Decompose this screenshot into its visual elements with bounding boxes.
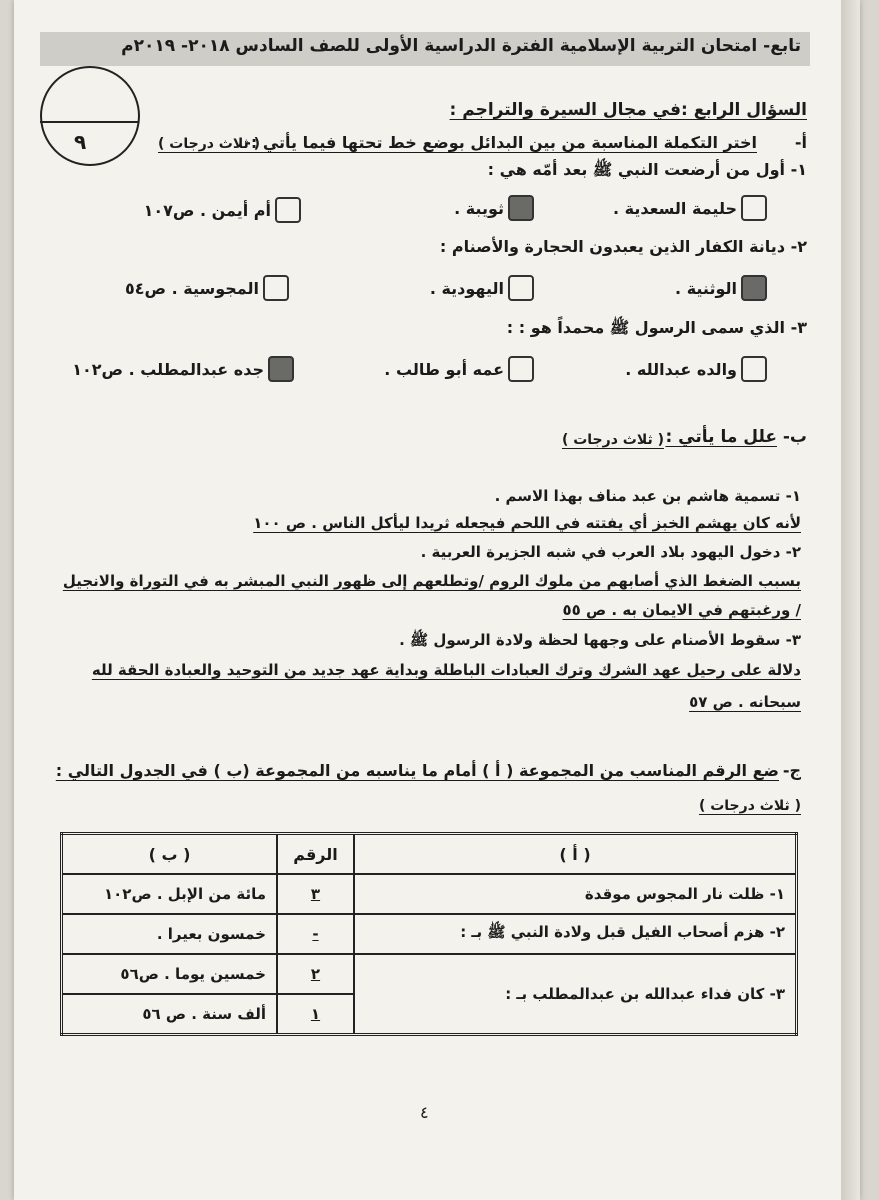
table-row bbox=[62, 954, 797, 994]
part-b-q1: ١- تسمية هاشم بن عبد مناف بهذا الاسم . bbox=[494, 487, 801, 505]
part-a-instruction: اختر التكملة المناسبة من بين البدائل بوضع خط تحتها فيما يأتي :- bbox=[244, 133, 757, 152]
row-a-text: ١- ظلت نار المجوس موقدة bbox=[354, 874, 797, 914]
row-number: - bbox=[277, 914, 354, 954]
page-number: ٤ bbox=[420, 1103, 429, 1122]
part-a-label: أ- bbox=[794, 133, 807, 152]
part-a-q3: ٣- الذي سمى الرسول ﷺ محمداً هو : : bbox=[506, 318, 807, 337]
checkbox-marked bbox=[508, 195, 534, 221]
part-b-a2-line1: بسبب الضغط الذي أصابهم من ملوك الروم /وتطلعهم إلى ظهور النبي المبشر به في التوراة والانجيل bbox=[62, 572, 801, 590]
grade-divider bbox=[40, 121, 139, 123]
row-number: ١ bbox=[277, 994, 354, 1035]
part-b-a2-line2: / ورغبتهم في الايمان به . ص ٥٥ bbox=[562, 601, 801, 619]
q3-option-1: والده عبدالله . bbox=[625, 356, 767, 382]
part-b-a1: لأنه كان يهشم الخبز أي يفتته في اللحم فيجعله ثريدا ليأكل الناس . ص ١٠٠ bbox=[253, 514, 801, 532]
row-b-text: مائة من الإبل . ص١٠٢ bbox=[62, 874, 278, 914]
grade-value: ٩ bbox=[74, 130, 87, 154]
part-a-q2: ٢- ديانة الكفار الذين يعبدون الحجارة والأصنام : bbox=[439, 237, 807, 256]
table-row bbox=[62, 874, 797, 914]
part-c-label: ج- bbox=[782, 761, 801, 780]
header-group-a: ( أ ) bbox=[354, 834, 797, 875]
checkbox bbox=[741, 195, 767, 221]
checkbox-marked bbox=[741, 275, 767, 301]
part-b-q2: ٢- دخول اليهود بلاد العرب في شبه الجزيرة العربية . bbox=[420, 543, 801, 561]
checkbox bbox=[508, 275, 534, 301]
q1-option-3: أم أيمن . ص١٠٧ bbox=[144, 197, 301, 223]
row-b-text: خمسين يوما . ص٥٦ bbox=[62, 954, 278, 994]
q3-option-3: جده عبدالمطلب . ص١٠٢ bbox=[72, 356, 294, 382]
q1-option-2: ثويبة . bbox=[454, 195, 534, 221]
checkbox bbox=[741, 356, 767, 382]
checkbox-marked bbox=[268, 356, 294, 382]
part-b-q3: ٣- سقوط الأصنام على وجهها لحظة ولادة الرسول ﷺ . bbox=[399, 631, 801, 649]
part-c-instruction: ضع الرقم المناسب من المجموعة ( أ ) أمام ما يناسبه من المجموعة (ب ) في الجدول التالي : bbox=[55, 761, 779, 780]
checkbox bbox=[275, 197, 301, 223]
header-group-b: ( ب ) bbox=[62, 834, 278, 875]
grade-circle bbox=[40, 66, 140, 166]
matching-table bbox=[60, 832, 798, 1036]
q2-option-3: المجوسية . ص٥٤ bbox=[125, 275, 289, 301]
row-a-text: ٣- كان فداء عبدالله بن عبدالمطلب بـ : bbox=[354, 954, 797, 1035]
row-a-text: ٢- هزم أصحاب الفيل قبل ولادة النبي ﷺ بـ : bbox=[354, 914, 797, 954]
q1-option-1: حليمة السعدية . bbox=[613, 195, 767, 221]
checkbox bbox=[508, 356, 534, 382]
page-edge-shadow bbox=[841, 0, 860, 1200]
part-a-q1: ١- أول من أرضعت النبي ﷺ بعد أمّه هي : bbox=[487, 160, 807, 179]
row-number: ٣ bbox=[277, 874, 354, 914]
row-b-text: ألف سنة . ص ٥٦ bbox=[62, 994, 278, 1035]
part-b-title: علل ما يأتي : bbox=[665, 427, 777, 447]
q2-option-2: اليهودية . bbox=[430, 275, 534, 301]
part-b-label: ب- bbox=[782, 427, 807, 447]
part-b-marks: ( ثلاث درجات ) bbox=[561, 432, 664, 448]
row-number: ٢ bbox=[277, 954, 354, 994]
part-c-marks: ( ثلاث درجات ) bbox=[698, 798, 801, 814]
q2-option-1: الوثنية . bbox=[675, 275, 767, 301]
question-title: السؤال الرابع :في مجال السيرة والتراجم : bbox=[449, 100, 807, 120]
table-row bbox=[62, 914, 797, 954]
exam-header: تابع- امتحان التربية الإسلامية الفترة الدراسية الأولى للصف السادس ٢٠١٨- ٢٠١٩م bbox=[121, 36, 801, 56]
header-number: الرقم bbox=[277, 834, 354, 875]
table-header-row bbox=[62, 834, 797, 875]
part-a-marks: ( ثلاث درجات ) bbox=[158, 136, 261, 152]
row-b-text: خمسون بعيرا . bbox=[62, 914, 278, 954]
part-b-a3-line2: سبحانه . ص ٥٧ bbox=[689, 693, 801, 711]
part-b-a3-line1: دلالة على رحيل عهد الشرك وترك العبادات الباطلة وبداية عهد جديد من التوحيد والعبادة الحقة لله bbox=[91, 661, 801, 679]
checkbox bbox=[263, 275, 289, 301]
q3-option-2: عمه أبو طالب . bbox=[384, 356, 534, 382]
